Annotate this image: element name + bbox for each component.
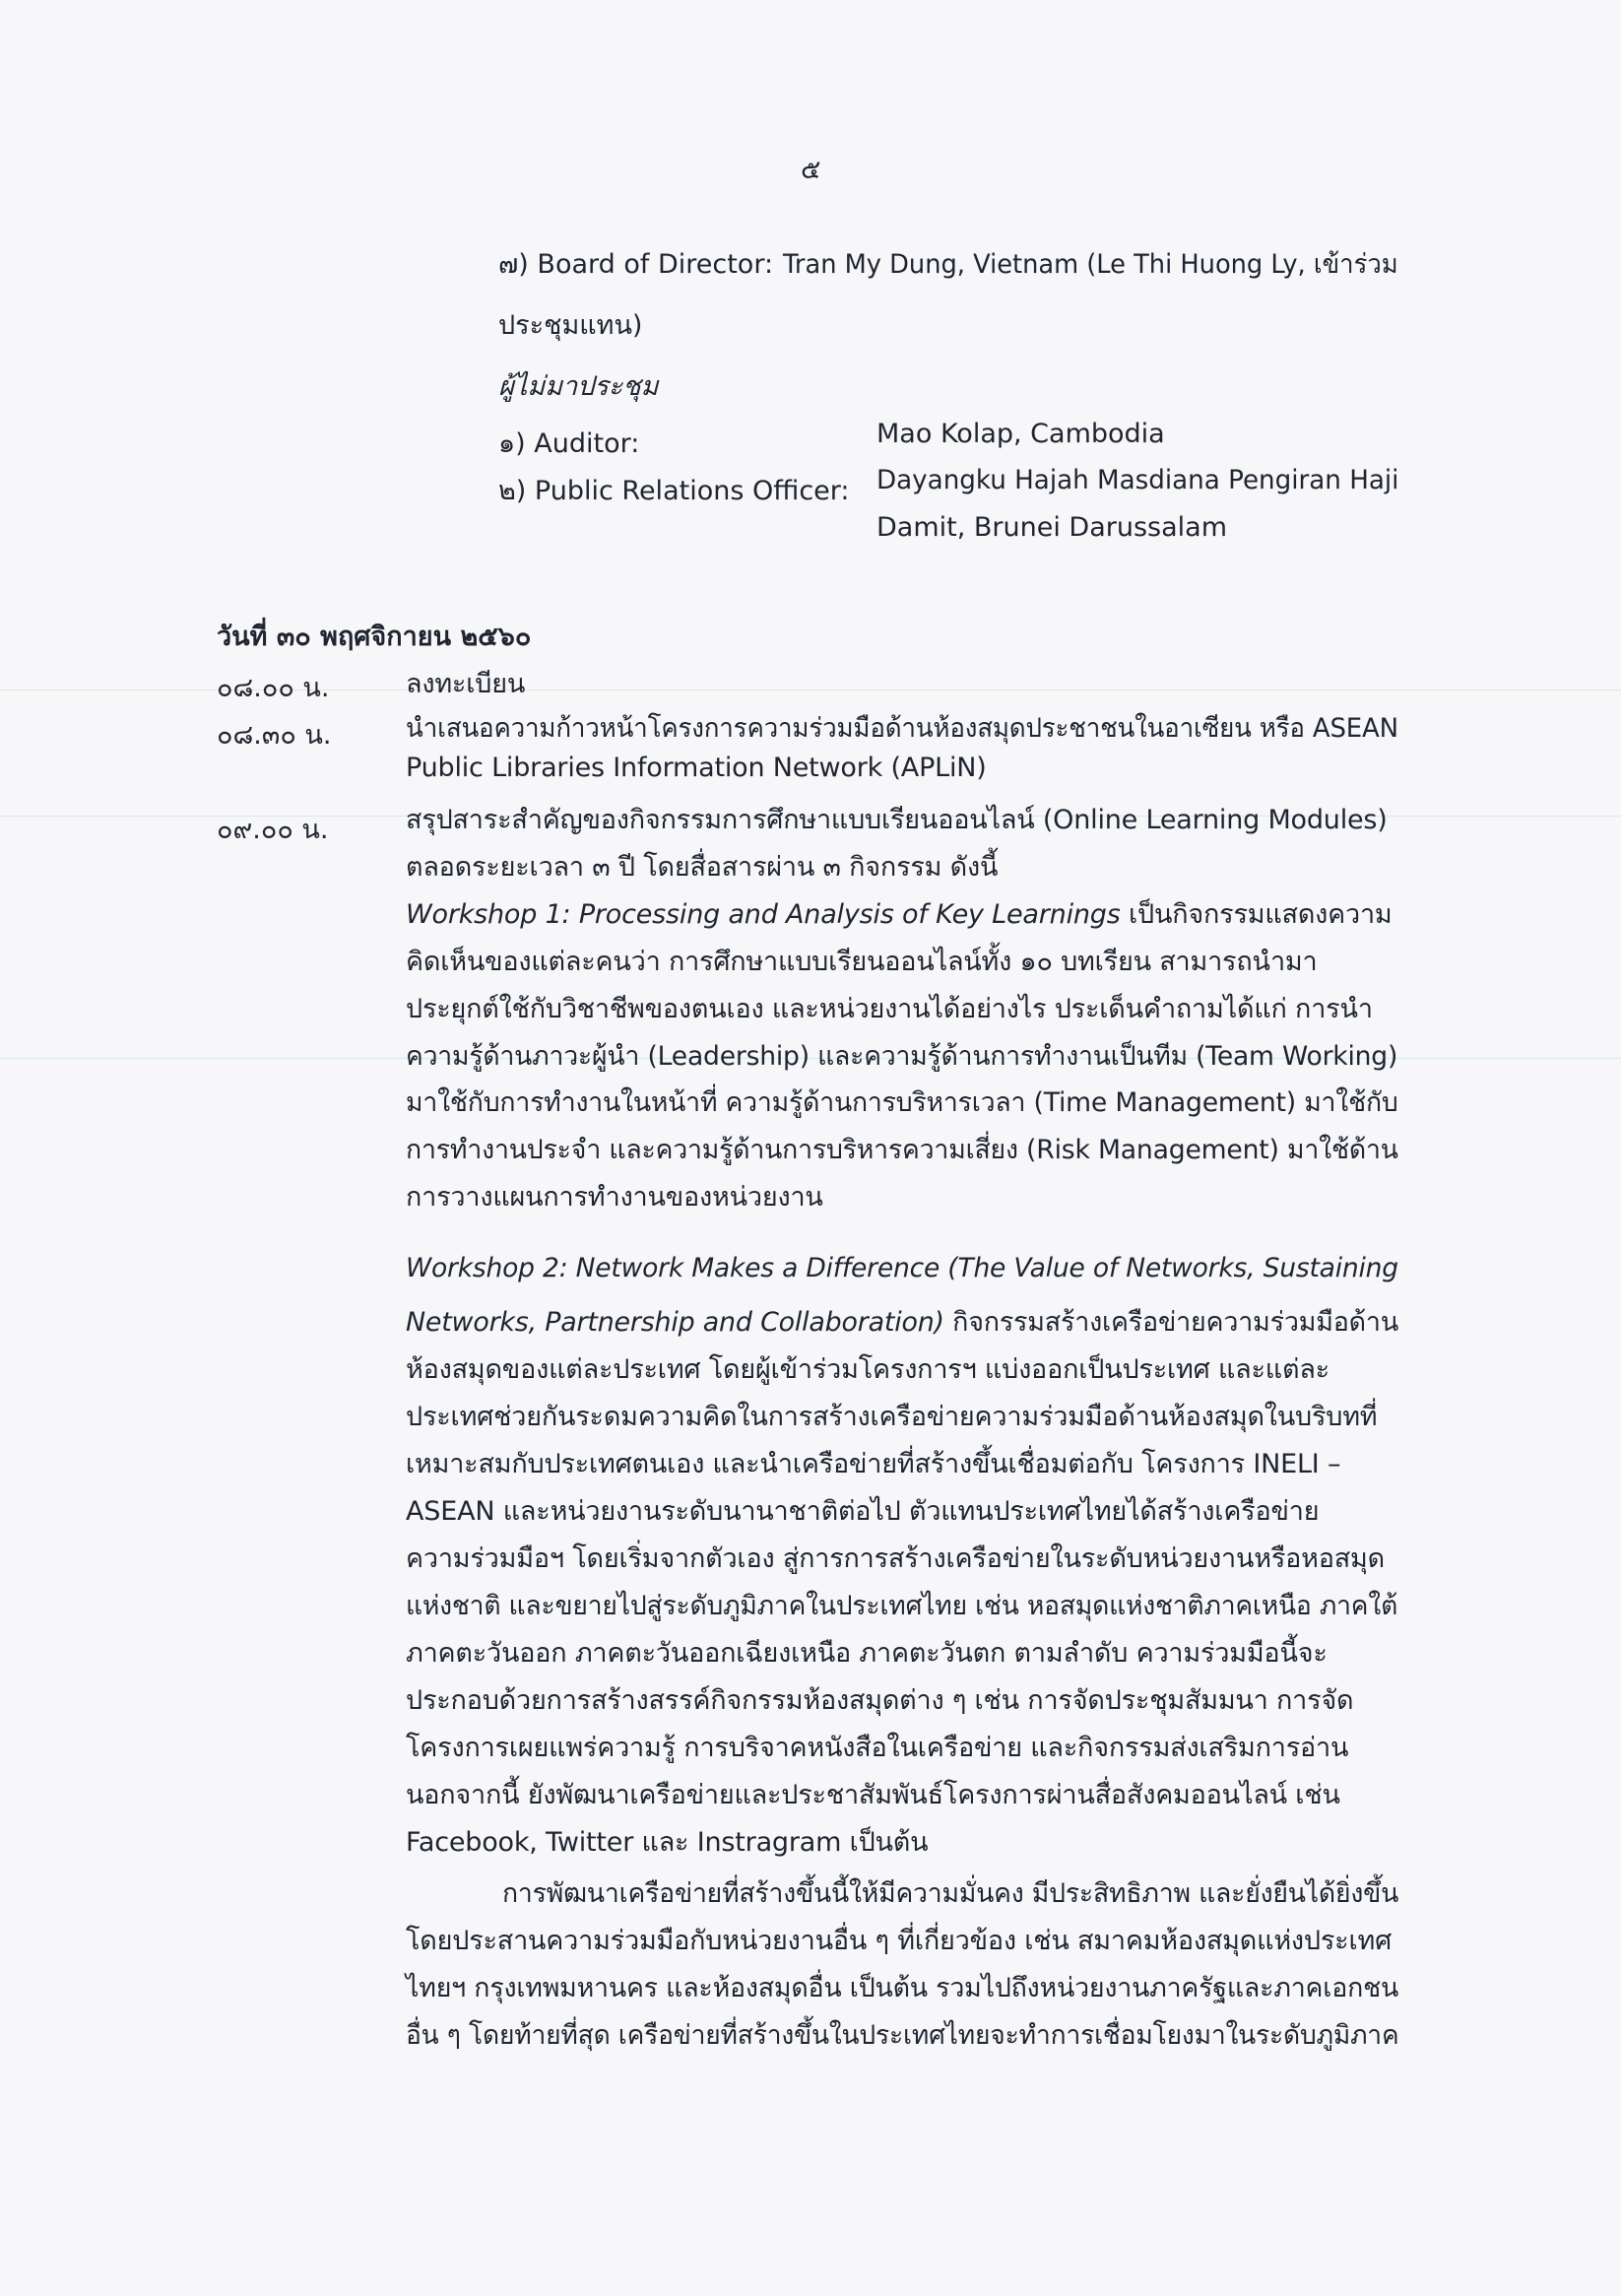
board-of-director-value: Tran My Dung, Vietnam (Le Thi Huong Ly, เข้าร่วม	[783, 249, 1398, 280]
workshop2-line: เหมาะสมกับประเทศตนเอง และนำเครือข่ายที่สร้างขึ้นเชื่อมต่อกับ โครงการ INELI –	[406, 1449, 1341, 1479]
closing-line: โดยประสานความร่วมมือกับหน่วยงานอื่น ๆ ที่เกี่ยวข้อง เช่น สมาคมห้องสมุดแห่งประเทศ	[406, 1926, 1393, 1956]
workshop1-title: Workshop 1: Processing and Analysis of Key Learnings	[406, 899, 1121, 930]
workshop2-line: ประกอบด้วยการสร้างสรรค์กิจกรรมห้องสมุดต่าง ๆ เช่น การจัดประชุมสัมมนา การจัด	[406, 1685, 1354, 1716]
board-of-director-value-cont: ประชุมแทน)	[498, 310, 643, 341]
workshop2-line: ASEAN และหน่วยงานระดับนานาชาติต่อไป ตัวแทนประเทศไทยได้สร้างเครือข่าย	[406, 1496, 1320, 1527]
schedule-text: ลงทะเบียน	[406, 669, 526, 699]
workshop2-line: แห่งชาติ และขยายไปสู่ระดับภูมิภาคในประเทศไทย เช่น หอสมุดแห่งชาติภาคเหนือ ภาคใต้	[406, 1591, 1398, 1621]
closing-line: ไทยฯ กรุงเทพมหานคร และห้องสมุดอื่น เป็นต้น รวมไปถึงหน่วยงานภาครัฐและภาคเอกชน	[406, 1973, 1399, 2003]
workshop2-title-line1: Workshop 2: Network Makes a Difference (The Value of Networks, Sustaining	[406, 1253, 1398, 1283]
schedule-time: ๐๘.๓๐ น.	[217, 720, 332, 751]
workshop2-line: นอกจากนี้ ยังพัฒนาเครือข่ายและประชาสัมพันธ์โครงการผ่านสื่อสังคมออนไลน์ เช่น	[406, 1780, 1340, 1810]
workshop2-title-line2	[406, 1300, 1398, 1343]
auditor-label: ๑) Auditor:	[498, 428, 640, 459]
workshop1-line: ความรู้ด้านภาวะผู้นำ (Leadership) และความรู้ด้านการทำงานเป็นทีม (Team Working)	[406, 1041, 1398, 1072]
day-heading: วันที่ ๓๐ พฤศจิกายน ๒๕๖๐	[217, 622, 532, 652]
workshop1-line: การทำงานประจำ และความรู้ด้านการบริหารความเสี่ยง (Risk Management) มาใช้ด้าน	[406, 1135, 1398, 1165]
workshop1-line: ประยุกต์ใช้กับวิชาชีพของตนเอง และหน่วยงานได้อย่างไร ประเด็นคำถามได้แก่ การนำ	[406, 994, 1373, 1024]
board-of-director-label: ๗) Board of Director:	[498, 249, 774, 280]
workshop2-title-cont: Networks, Partnership and Collaboration)	[406, 1307, 944, 1338]
auditor-value: Mao Kolap, Cambodia	[876, 419, 1165, 449]
workshop2-line: ภาคตะวันออก ภาคตะวันออกเฉียงเหนือ ภาคตะวันตก ตามลำดับ ความร่วมมือนี้จะ	[406, 1638, 1328, 1669]
schedule-text: สรุปสาระสำคัญของกิจกรรมการศึกษาแบบเรียนออนไลน์ (Online Learning Modules)	[406, 805, 1388, 835]
workshop2-line: ห้องสมุดของแต่ละประเทศ โดยผู้เข้าร่วมโครงการฯ แบ่งออกเป็นประเทศ และแต่ละ	[406, 1354, 1329, 1385]
schedule-text: นำเสนอความก้าวหน้าโครงการความร่วมมือด้านห้องสมุดประชาชนในอาเซียน หรือ ASEAN	[406, 713, 1398, 744]
workshop2-line: ความร่วมมือฯ โดยเริ่มจากตัวเอง สู่การการสร้างเครือข่ายในระดับหน่วยงานหรือหอสมุด	[406, 1543, 1385, 1574]
closing-line: อื่น ๆ โดยท้ายที่สุด เครือข่ายที่สร้างขึ้นในประเทศไทยจะทำการเชื่อมโยงมาในระดับภูมิภาค	[406, 2020, 1399, 2051]
workshop1-first-line	[406, 892, 1393, 935]
workshop1-line: คิดเห็นของแต่ละคนว่า การศึกษาแบบเรียนออนไลน์ทั้ง ๑๐ บทเรียน สามารถนำมา	[406, 947, 1318, 977]
schedule-time: ๐๘.๐๐ น.	[217, 673, 330, 703]
schedule-text: Public Libraries Information Network (APLiN)	[406, 753, 987, 783]
pr-officer-value: Dayangku Hajah Masdiana Pengiran Haji	[876, 465, 1399, 495]
workshop2-line: ประเทศช่วยกันระดมความคิดในการสร้างเครือข่ายความร่วมมือด้านห้องสมุดในบริบทที่	[406, 1402, 1378, 1432]
workshop1-line: มาใช้กับการทำงานในหน้าที่ ความรู้ด้านการบริหารเวลา (Time Management) มาใช้กับ	[406, 1087, 1398, 1118]
schedule-time: ๐๙.๐๐ น.	[217, 815, 329, 845]
workshop1-line: การวางแผนการทำงานของหน่วยงาน	[406, 1182, 823, 1213]
pr-officer-value-cont: Damit, Brunei Darussalam	[876, 512, 1228, 543]
page-number: ๕	[801, 155, 821, 185]
absent-heading: ผู้ไม่มาประชุม	[498, 371, 659, 402]
workshop1-first-line-rest: เป็นกิจกรรมแสดงความ	[1120, 899, 1393, 930]
closing-line: การพัฒนาเครือข่ายที่สร้างขึ้นนี้ให้มีความมั่นคง มีประสิทธิภาพ และยั่งยืนได้ยิ่งขึ้น	[502, 1878, 1399, 1909]
workshop2-line: Facebook, Twitter และ Instragram เป็นต้น	[406, 1827, 929, 1858]
workshop2-title-line2-rest: กิจกรรมสร้างเครือข่ายความร่วมมือด้าน	[943, 1307, 1398, 1338]
pr-officer-label: ๒) Public Relations Officer:	[498, 476, 850, 506]
schedule-text: ตลอดระยะเวลา ๓ ปี โดยสื่อสารผ่าน ๓ กิจกรรม ดังนี้	[406, 852, 999, 883]
workshop2-line: โครงการเผยแพร่ความรู้ การบริจาคหนังสือในเครือข่าย และกิจกรรมส่งเสริมการอ่าน	[406, 1733, 1349, 1763]
